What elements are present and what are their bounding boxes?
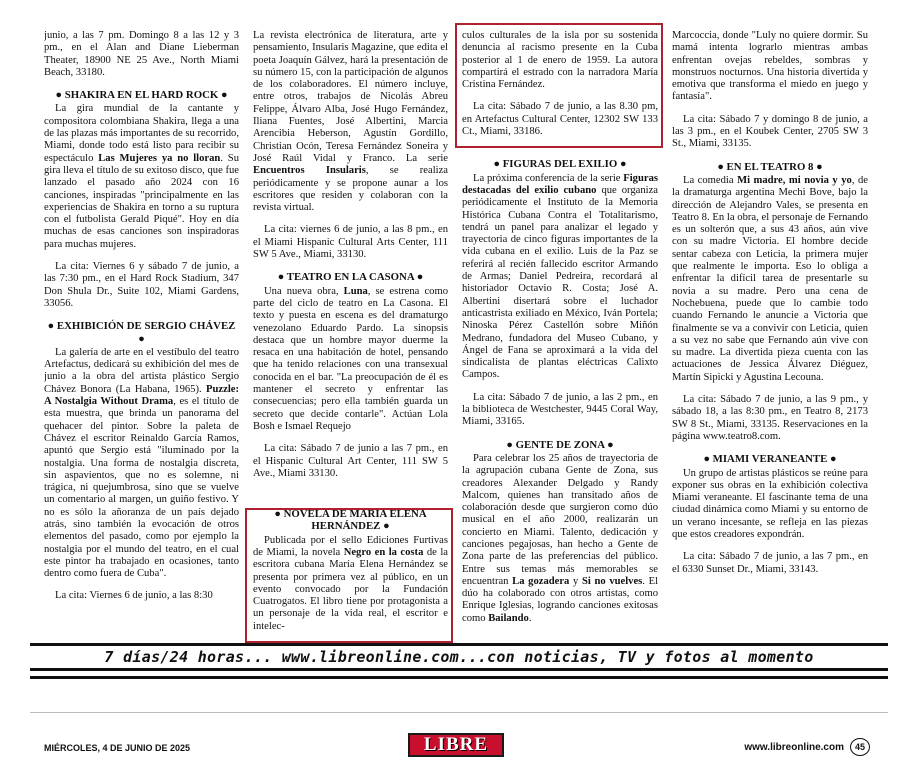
bottom-rule xyxy=(30,676,888,679)
footer-url[interactable]: www.libreonline.com xyxy=(744,742,844,753)
col1-intro: junio, a las 7 pm. Domingo 8 a las 12 y 3 pm., en el Alan and Diane Lieberman Theater, 18900 NE 25 Ave., North Miami Beach, 33180. xyxy=(44,30,239,78)
column-4 xyxy=(672,30,868,643)
zona-heading: ● GENTE DE ZONA ● xyxy=(506,438,614,451)
col2-intro: La revista electrónica de literatura, arte y pensamiento, Insularis Magazine, que edita el poeta Joaquín Gálvez, hará la presentación de su número 15, con la participación de algunos de los colaboradores. El número incluye, entre otros, trabajos de Nicolás Abreu Felippe, Álvaro Alba, José Hugo Fernández, Iliana Fuentes, José Albertini, Marcia Arencibia Heberson, Agustín Gordillo, Christian Ocón, Teresa Fernández Soneira y José Raúl Vidal y Franco. La serie Encuentros Insularis, se realiza periódicamente y se propone aunar a los escritores que residen y colaboran con la revista virtual. xyxy=(253,30,448,214)
footer-divider xyxy=(30,712,888,713)
veraneante-heading: ● MIAMI VERANEANTE ● xyxy=(703,453,837,466)
veraneante-cita: La cita: Sábado 7 de junio, a las 7 pm., en el 6330 Sunset Dr., Miami, 33143. xyxy=(672,551,868,575)
exilio-heading: ● FIGURAS DEL EXILIO ● xyxy=(493,158,627,171)
teatro8-body: La comedia Mi madre, mi novia y yo, de la dramaturga argentina Mechi Bove, bajo la dirección de Alejandro Vales, se presenta en Teatro 8. En la obra, el personaje de Fernando es un solterón que, a sus 43 años, aún vive con su madre Victoria. El hombre decide sentar cabeza con Leticia, la primera mujer que realmente le importa. Eso lo obliga a enfrentar la difícil tarea de presentarle su novia a su madre. Pero una cena de Nochebuena, puede que lo cambie todo cuando Fernando le anuncie a Victoria que finalmente se va a convivir con Leticia, quien a su vez no sabe que Fernando aún vive con su madre. La divertida pieza cuenta con las actuaciones de Jessica Álvarez Diéguez, Martín Sipicki y Agustina Lecouna. xyxy=(672,174,868,383)
col3-intro-cita: La cita: Sábado 7 de junio, a las 8.30 pm, en Artefactus Cultural Center, 12302 SW 133 Ct., Miami, 33186. xyxy=(462,101,658,138)
page-number: 45 xyxy=(850,738,870,756)
column-3 xyxy=(462,30,658,643)
promo-banner: 7 días/24 horas... www.libreonline.com...con noticias, TV y fotos al momento xyxy=(30,643,888,671)
col4-intro-cita: La cita: Sábado 7 y domingo 8 de junio, a las 3 pm., en el Koubek Center, 2705 SW 3 St., Miami, 33135. xyxy=(672,113,868,150)
chavez-cita: La cita: Viernes 6 de junio, a las 8:30 xyxy=(55,590,213,602)
page-footer xyxy=(30,735,888,759)
teatro8-heading: ● EN EL TEATRO 8 ● xyxy=(717,160,823,173)
casona-cita: La cita: Sábado 7 de junio a las 7 pm., en el Hispanic Cultural Art Center, 111 SW 5 Ave., Miami 33130. xyxy=(253,443,448,479)
exilio-cita: La cita: Sábado 7 de junio, a las 2 pm., en la biblioteca de Westchester, 9445 Coral Way, Miami, 33165. xyxy=(462,391,658,428)
shakira-body: La gira mundial de la cantante y compositora colombiana Shakira, llega a una de las plazas más importantes de su recorrido, Miami, donde todo está listo para recibir su espectáculo Las Mujeres ya no lloran. Su gira lleva el título de su exitoso disco, que fue lanzado el pasado año 2024 con 16 canciones, inspiradas "principalmente en las experiencias de Shakira en torno a su ruptura con el futbolista Gerald Piqué". Hoy en día muchas de esas canciones son inspiradoras para muchas mujeres. xyxy=(44,103,239,250)
casona-heading: ● TEATRO EN LA CASONA ● xyxy=(277,271,424,284)
chavez-body: La galería de arte en el vestíbulo del teatro Artefactus, dedicará su exhibición del mes de junio a la obra del artista plástico Sergio Chávez Bonora (La Habana, 1965). Puzzle: A Nostalgia Without Drama, es el título de esta muestra, que brinda un panorama del quehacer del pintor. Sobre la paleta de Chávez el escritor Reinaldo García Ramos, apuntó que Sergio está "iluminado por la nostalgia. Una forma de nostalgia discreta, sin aspavientos, que no es solemne, ni trágica, ni quejumbrosa, sino que se vuelve un comentario al margen, un guiño festivo. Y no es sólo la añoranza de un país dejado atrás, sino también la evocación de otros elementos del pasado, como por ejemplo la nostalgia por el mundo del teatro, en el cual este pintor ha trabajado en ocasiones, tanto dentro como fuera de Cuba". xyxy=(44,346,239,580)
teatro8-cita: La cita: Sábado 7 de junio, a las 9 pm., y sábado 18, a las 8:30 pm., en Teatro 8, 2173 SW 8 St., Miami, 33135. Reservaciones en la página www.teatro8.com. xyxy=(672,394,868,442)
novela-body: Publicada por el sello Ediciones Furtivas de Miami, la novela Negro en la costa de la escritora cubana María Elena Hernández se presenta por primera vez al público, en un evento convocado por la Fundación Cuatrogatos. El libro tiene por protagonista a un personaje de la vida real, el escritor e intelec- xyxy=(253,534,448,632)
casona-body: Una nueva obra, Luna, se estrena como parte del ciclo de teatro en La Casona. El texto y puesta en escena es del dramaturgo venezolano Eduardo Pardo. La sinopsis destaca que un hombre mayor duerme la resaca en una habitación de hotel, pensando que ha tenido relaciones con una transexual conocida en el bar. "La preocupación de él es mantener el secreto y enfrentar las consecuencias; pero ella también guarda un secreto que decide contarle". Actúan Lola Bosh e Ismael Requejo xyxy=(253,285,448,432)
novela-heading: ● NOVELA DE MARÍA ELENA HERNÁNDEZ ● xyxy=(274,508,427,533)
veraneante-body: Un grupo de artistas plásticos se reúne para exponer sus obras en la exhibición colectiva Miami veraneante. El fascinante tema de una ciudad dinámica como Miami y su entorno de un verano incesante, se refleja en las piezas que estos creadores expondrán. xyxy=(672,467,868,540)
col4-intro: Marcoccia, donde "Luly no quiere dormir. Su mamá intenta lograrlo mientras ambas enfrentan ovejas rebeldes, sombras y monstruos nocturnos. Una historia divertida y emotiva que transforma el miedo en juego y fantasía". xyxy=(672,30,868,103)
libre-logo: LIBRE xyxy=(408,733,504,757)
col2-intro-cita: La cita: viernes 6 de junio, a las 8 pm., en el Miami Hispanic Cultural Arts Center, 111 SW 5 Ave., Miami, 33130. xyxy=(253,224,448,261)
column-2 xyxy=(253,30,448,643)
col3-intro: culos culturales de la isla por su sostenida denuncia al racismo presente en la Cuba posterior al 1 de enero de 1959. La autora compartirá el estrado con la narradora María Cristina Fernández. xyxy=(462,30,658,91)
shakira-heading: ● SHAKIRA EN EL HARD ROCK ● xyxy=(55,89,228,102)
column-1 xyxy=(44,30,239,643)
shakira-cita: La cita: Viernes 6 y sábado 7 de junio, a las 7:30 pm., en el Hard Rock Stadium, 347 Don Shula Dr., Suite 102, Miami Gardens, 33056. xyxy=(44,261,239,309)
zona-body: Para celebrar los 25 años de trayectoria de la agrupación cubana Gente de Zona, sus creadores Alexander Delgado y Randy Malcom, quienes han transitado años de colaboración desde que surgieron como dúo musical en el año 2000, realizarán un concierto en Miami. Talento, dedicación y canciones pegajosas, han hecho a Gente de Zona parte de las preferencias del público. Entre sus temas más memorables se encuentran La gozadera y Si no vuelves. El dúo ha colaborado con otros artistas, como Enrique Iglesias, logrando canciones exitosas como Bailando. xyxy=(462,452,658,624)
chavez-heading: ● EXHIBICIÓN DE SERGIO CHÁVEZ ● xyxy=(47,320,236,345)
exilio-body: La próxima conferencia de la serie Figuras destacadas del exilio cubano que organiza periódicamente el Instituto de la Memoria Histórica Cubana Contra el Totalitarismo, tendrá un panel para analizar el legado y trayectoria de cinco figuras importantes de la vida cubana en el exilio. Luis de la Paz se referirá al recién fallecido escritor Armando de Armas; Daniel Pedreira, recordará al historiador Octavio R. Costa; José A. Albertini disertará sobre el luchador anticastrista exiliado en México, Iván Portela; Ninoska Pérez Castellón sobre Miñón Medrano, fundadora del Museo Cubano, y Ángel de Fana se aproximará a la vida del sindicalista de plantas eléctricas Calixto Campos. xyxy=(462,172,658,381)
footer-date: MIÉRCOLES, 4 DE JUNIO DE 2025 xyxy=(44,743,191,753)
